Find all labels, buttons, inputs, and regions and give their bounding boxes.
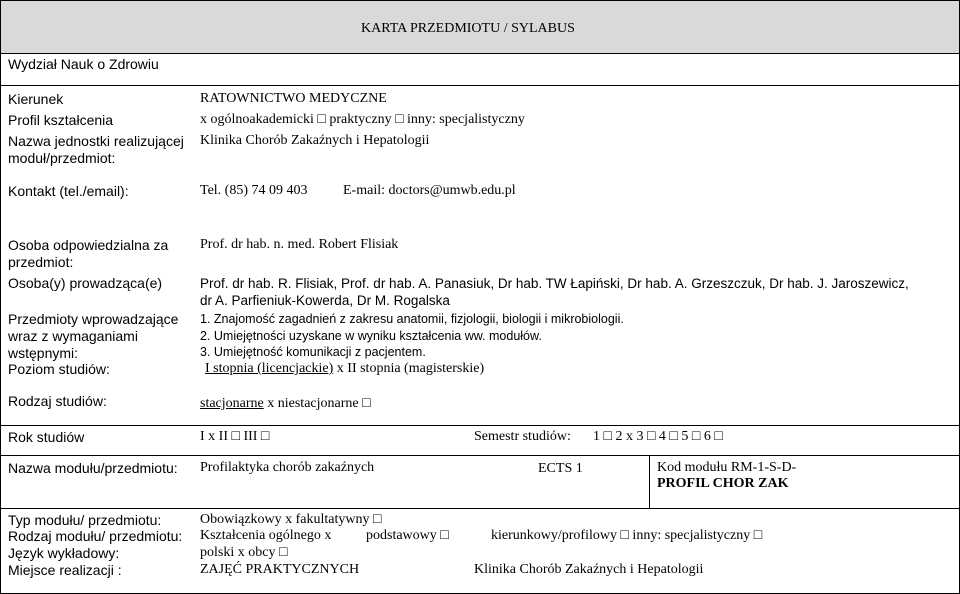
profil-label: Profil kształcenia xyxy=(8,112,114,128)
semestr-value: 1 □ 2 x 3 □ 4 □ 5 □ 6 □ xyxy=(593,429,723,444)
kierunek-value: RATOWNICTWO MEDYCZNE xyxy=(200,91,387,106)
rodzaj-modulu-value-2: podstawowy □ xyxy=(366,528,449,543)
przedmioty-label-3: wstępnymi: xyxy=(8,345,79,361)
poziom-label: Poziom studiów: xyxy=(8,361,110,377)
semestr-label: Semestr studiów: xyxy=(474,429,571,444)
przedmioty-label-2: wraz z wymaganiami xyxy=(8,328,138,344)
rok-value: I x II □ III □ xyxy=(200,429,270,444)
jezyk-label: Język wykładowy: xyxy=(8,545,120,561)
prowadzacy-line-1: Prof. dr hab. R. Flisiak, Prof. dr hab. A. Panasiuk, Dr hab. TW Łapiński, Dr hab. A. Grzeszczuk, Dr hab. J. Jaroszewicz, xyxy=(200,276,909,291)
prowadzacy-label: Osoba(y) prowadząca(e) xyxy=(8,275,163,291)
rule-modul xyxy=(0,455,960,456)
kod-line-1: Kod modułu RM-1-S-D- xyxy=(657,460,797,475)
rodzaj-rest: x niestacjonarne □ xyxy=(267,396,371,411)
miejsce-value-1: ZAJĘĆ PRAKTYCZNYCH xyxy=(200,562,360,577)
typ-value: Obowiązkowy x fakultatywny □ xyxy=(200,512,382,527)
poziom-rest: x II stopnia (magisterskie) xyxy=(336,361,485,376)
typ-label: Typ modułu/ przedmiotu: xyxy=(8,512,162,528)
osoba-odp-label-2: przedmiot: xyxy=(8,254,74,270)
kontakt-label: Kontakt (tel./email): xyxy=(8,183,129,199)
przedmioty-label-1: Przedmioty wprowadzające xyxy=(8,311,179,327)
jednostka-label-1: Nazwa jednostki realizującej xyxy=(8,133,184,149)
kod-line-2: PROFIL CHOR ZAK xyxy=(657,476,789,491)
faculty-name: Wydział Nauk o Zdrowiu xyxy=(8,56,159,72)
rule-typ xyxy=(0,508,960,509)
przedmioty-item-1: 1. Znajomość zagadnień z zakresu anatomii, fizjologii, biologii i mikrobiologii. xyxy=(200,312,624,326)
przedmioty-item-2: 2. Umiejętności uzyskane w wyniku kształcenia ww. modułów. xyxy=(200,329,542,343)
jezyk-value: polski x obcy □ xyxy=(200,545,288,560)
rodzaj-underlined: stacjonarne xyxy=(200,396,264,411)
rok-label: Rok studiów xyxy=(8,429,85,445)
miejsce-value-2: Klinika Chorób Zakaźnych i Hepatologii xyxy=(474,562,704,577)
kontakt-email: E-mail: doctors@umwb.edu.pl xyxy=(343,183,516,198)
kierunek-label: Kierunek xyxy=(8,91,64,107)
rule-faculty xyxy=(0,53,960,54)
przedmioty-item-3: 3. Umiejętność komunikacji z pacjentem. xyxy=(200,345,426,359)
miejsce-label: Miejsce realizacji : xyxy=(8,562,122,578)
jednostka-label-2: moduł/przedmiot: xyxy=(8,150,116,166)
prowadzacy-line-2: dr A. Parfieniuk-Kowerda, Dr M. Rogalska xyxy=(200,293,450,308)
ects-value: ECTS 1 xyxy=(538,461,583,476)
border-top xyxy=(0,0,960,1)
rodzaj-modulu-label: Rodzaj modułu/ przedmiotu: xyxy=(8,528,183,544)
rule-rok xyxy=(0,425,960,426)
osoba-odp-value: Prof. dr hab. n. med. Robert Flisiak xyxy=(200,237,399,252)
rodzaj-label: Rodzaj studiów: xyxy=(8,393,107,409)
kontakt-tel: Tel. (85) 74 09 403 xyxy=(200,183,308,198)
modul-label: Nazwa modułu/przedmiotu: xyxy=(8,460,178,476)
rule-kierunek xyxy=(0,85,960,86)
jednostka-value: Klinika Chorób Zakaźnych i Hepatologii xyxy=(200,133,430,148)
poziom-underlined: I stopnia (licencjackie) xyxy=(205,361,334,376)
osoba-odp-label-1: Osoba odpowiedzialna za xyxy=(8,237,169,253)
rodzaj-modulu-value-3: kierunkowy/profilowy □ inny: specjalistyczny □ xyxy=(491,528,763,543)
profil-value: x ogólnoakademicki □ praktyczny □ inny: specjalistyczny xyxy=(200,112,525,127)
border-left xyxy=(0,0,1,594)
rule-kod-divider xyxy=(649,455,650,508)
modul-value: Profilaktyka chorób zakaźnych xyxy=(200,460,375,475)
poziom-value xyxy=(205,361,484,377)
rodzaj-value xyxy=(200,396,371,412)
rodzaj-modulu-value-1: Kształcenia ogólnego x xyxy=(200,528,332,543)
page-title: KARTA PRZEDMIOTU / SYLABUS xyxy=(361,21,575,36)
